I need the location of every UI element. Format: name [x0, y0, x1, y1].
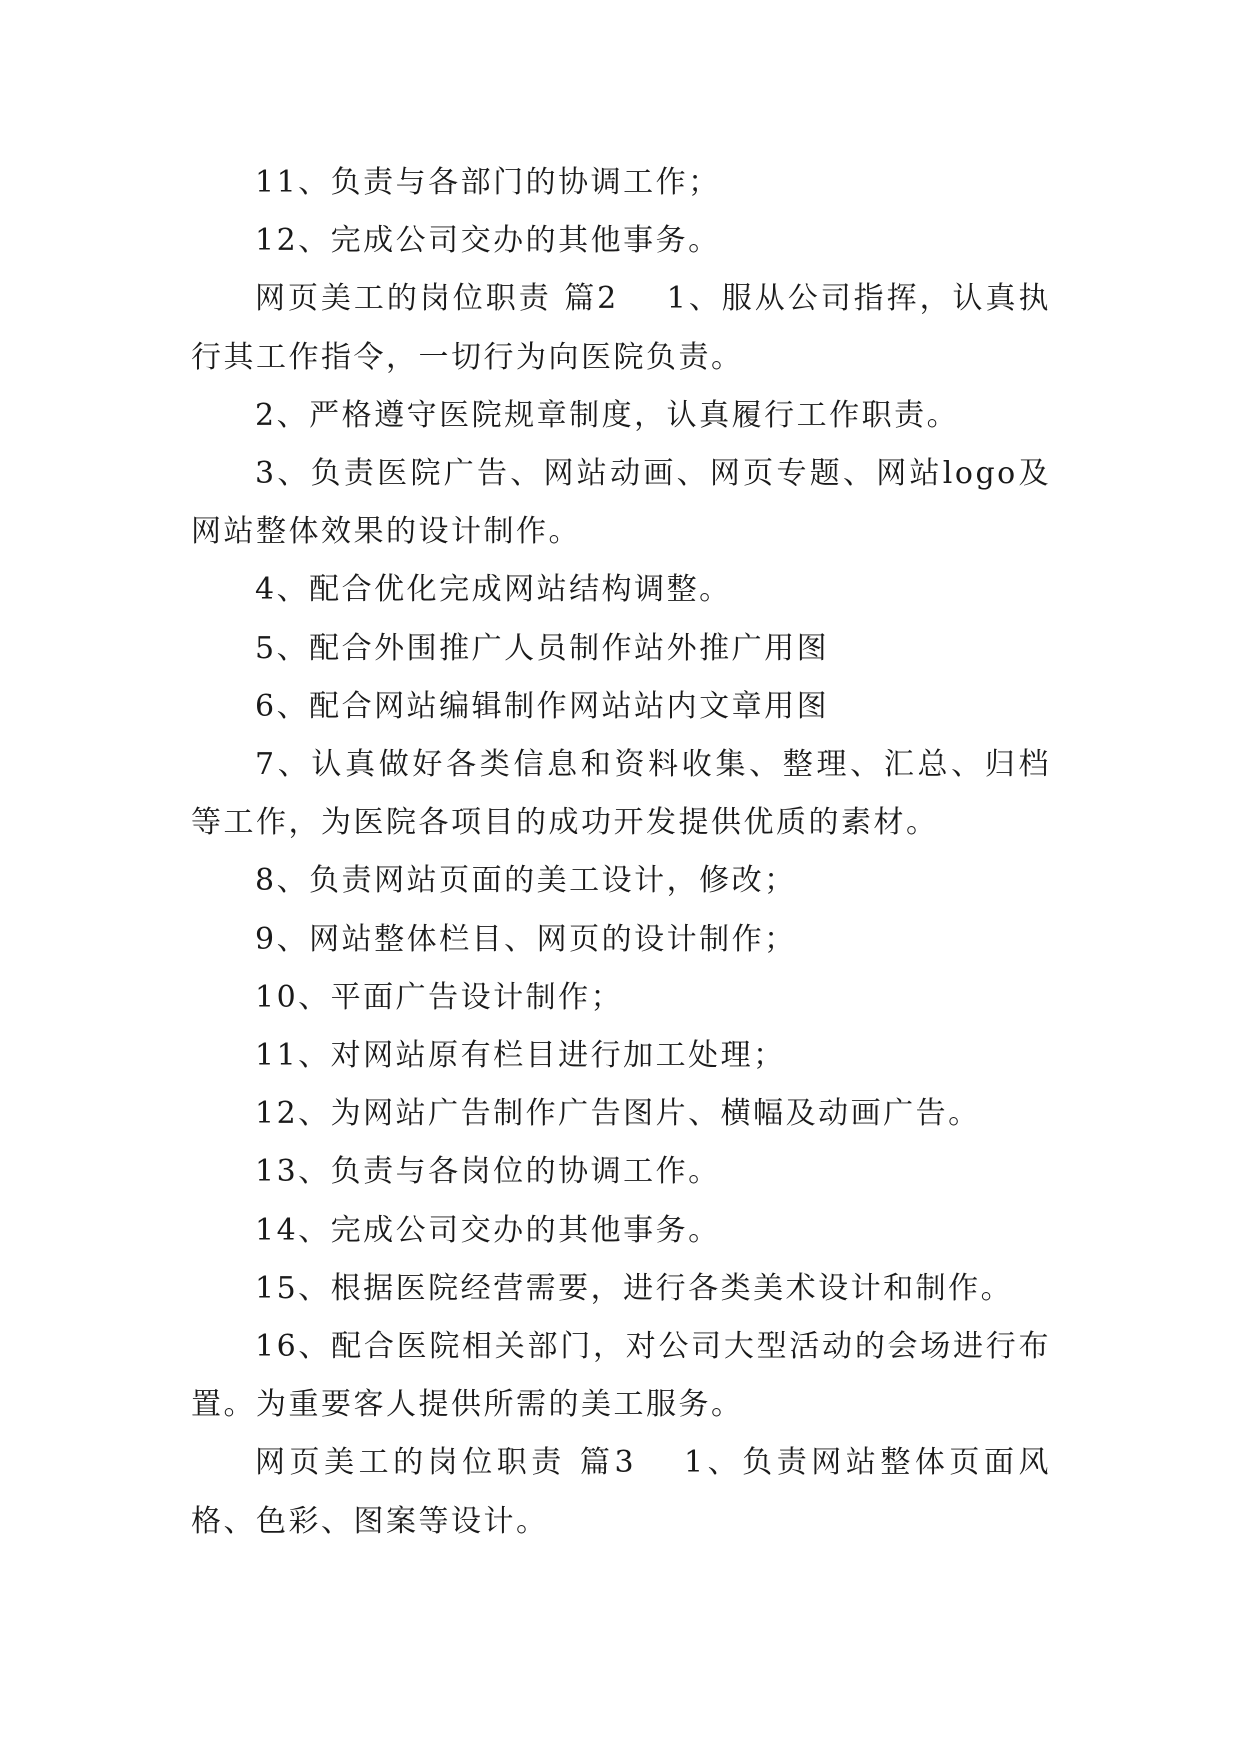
paragraph: 12、完成公司交办的其他事务。	[255, 223, 721, 259]
paragraph: 7、认真做好各类信息和资料收集、整理、汇总、归档等工作，为医院各项目的成功开发提供优质的素材。	[191, 747, 1051, 841]
paragraph: 3、负责医院广告、网站动画、网页专题、网站logo及网站整体效果的设计制作。	[191, 456, 1051, 550]
paragraph: 11、对网站原有栏目进行加工处理；	[255, 1038, 786, 1074]
paragraph: 4、配合优化完成网站结构调整。	[255, 572, 732, 608]
paragraph: 6、配合网站编辑制作网站站内文章用图	[255, 688, 830, 724]
paragraph-text: 1、服从公司指挥，认真执行其工作指令，一切行为向医院负责。	[191, 281, 1051, 375]
document-body	[191, 154, 1051, 1551]
paragraph: 9、网站整体栏目、网页的设计制作；	[255, 921, 797, 957]
paragraph: 16、配合医院相关部门，对公司大型活动的会场进行布置。为重要客人提供所需的美工服务。	[191, 1329, 1051, 1423]
paragraph: 10、平面广告设计制作；	[255, 979, 624, 1015]
paragraph: 13、负责与各岗位的协调工作。	[255, 1154, 721, 1190]
section-heading: 网页美工的岗位职责 篇3	[255, 1445, 637, 1481]
paragraph: 14、完成公司交办的其他事务。	[255, 1212, 721, 1248]
paragraph: 5、配合外围推广人员制作站外推广用图	[255, 630, 830, 666]
paragraph: 15、根据医院经营需要，进行各类美术设计和制作。	[255, 1270, 1014, 1306]
paragraph: 12、为网站广告制作广告图片、横幅及动画广告。	[255, 1096, 981, 1132]
paragraph: 2、严格遵守医院规章制度，认真履行工作职责。	[255, 397, 960, 433]
paragraph-text: 1、负责网站整体页面风格、色彩、图案等设计。	[191, 1445, 1052, 1539]
paragraph: 11、负责与各部门的协调工作；	[255, 165, 721, 200]
paragraph	[191, 1434, 1051, 1550]
paragraph	[191, 270, 1051, 386]
paragraph: 8、负责网站页面的美工设计，修改；	[255, 863, 797, 899]
section-heading: 网页美工的岗位职责 篇2	[255, 281, 619, 317]
